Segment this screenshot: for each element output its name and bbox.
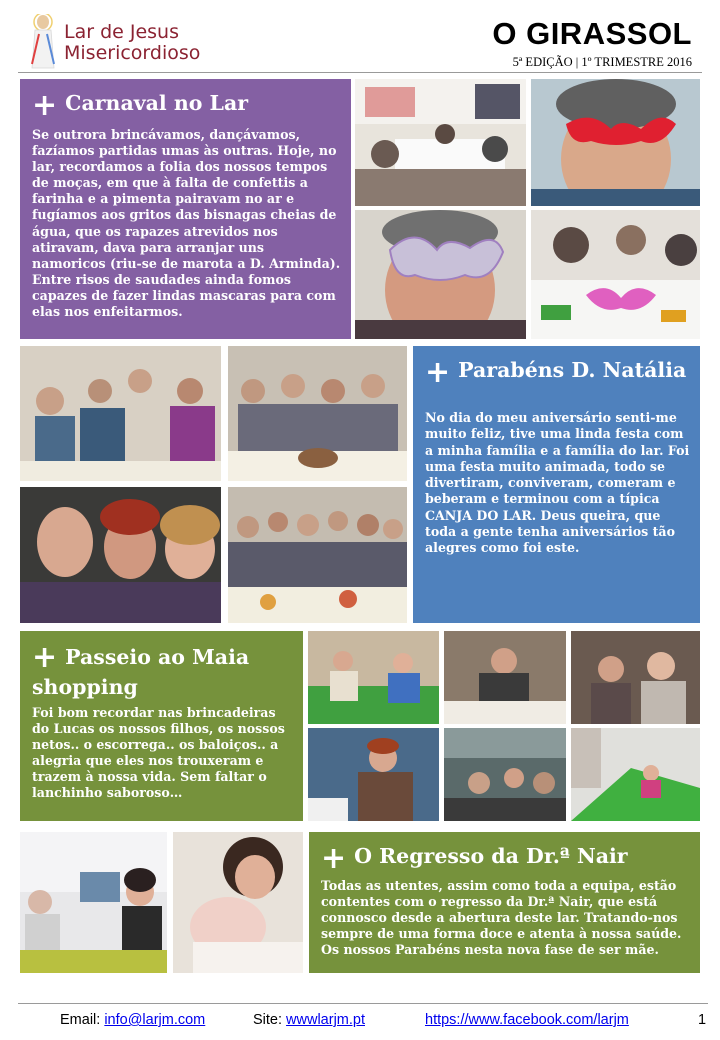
- maia-heading: Passeio ao Maia shopping: [32, 645, 250, 699]
- photo-woman-mask-red: [531, 79, 700, 206]
- plus-icon: +: [425, 355, 451, 390]
- site-link[interactable]: wwwlarjm.pt: [286, 1012, 365, 1028]
- natalia-heading: Parabéns D. Natália: [458, 358, 687, 382]
- org-name-line2: Misericordioso: [64, 42, 201, 64]
- natalia-body: No dia do meu aniversário senti-me muito feliz, tive uma linda festa com a minha família e a família do lar. Foi uma festa muito animada, todo se divertiram, conviveram, comeram e beberam e terminou com a típica CANJA DO LAR. Deus queira, que toda a gente tenha aniversários tão alegres como foi este.: [425, 410, 690, 556]
- footer-facebook: [425, 1012, 629, 1028]
- photo-birthday-party: [228, 487, 407, 623]
- edition-line: 5ª EDIÇÃO | 1º TRIMESTRE 2016: [512, 55, 692, 69]
- footer-divider: [18, 1003, 708, 1004]
- nair-heading: O Regresso da Dr.ª Nair: [354, 844, 628, 868]
- photo-birthday-group-2: [228, 346, 407, 481]
- footer-email: [60, 1012, 205, 1028]
- photo-woman-mask-silver: [355, 210, 526, 339]
- carnaval-box: [20, 79, 351, 339]
- org-name: [64, 22, 200, 64]
- nair-box: [309, 832, 700, 973]
- footer-site: [253, 1012, 365, 1028]
- email-link[interactable]: info@larjm.com: [104, 1012, 206, 1028]
- facebook-link[interactable]: https://www.facebook.com/larjm: [425, 1012, 629, 1028]
- carnaval-body: Se outrora brincávamos, dançávamos, fazíamos partidas umas às outras. Hoje, no lar, recordamos a folia dos nossos tempos de moças, em que à falta de confettis a farinha e a pimenta pairavam no ar e fugíamos aos gritos das bisnagas cheias de água, que os rapazes atrevidos nos atiravam, dava para arranjar uns namoricos (riu-se de marota a D. Arminda). Entre risos de saudades ainda fomos capazes de fazer lindas mascaras para com elas nos enfeitarmos.: [32, 127, 341, 320]
- newsletter-title: O GIRASSOL: [492, 16, 692, 51]
- photo-mall-slide: [571, 728, 700, 821]
- photo-craft-room: [355, 79, 526, 206]
- page-number: 1: [698, 1012, 707, 1028]
- photo-mother-baby: [173, 832, 303, 973]
- org-name-line1: Lar de Jesus: [64, 21, 180, 43]
- photo-mall-two-women: [571, 631, 700, 724]
- natalia-box: [413, 346, 700, 623]
- logo-figure: [28, 14, 58, 70]
- photo-mall-group: [444, 728, 566, 821]
- plus-icon: +: [32, 88, 58, 123]
- photo-mall-snack: [308, 728, 439, 821]
- plus-icon: +: [32, 640, 58, 675]
- header-divider: [18, 72, 702, 73]
- carnaval-heading: Carnaval no Lar: [65, 91, 249, 115]
- photo-doctor-office: [20, 832, 167, 973]
- nair-body: Todas as utentes, assim como toda a equipa, estão contentes com o regresso da Dr.ª Nair, que está connosco desde a abertura deste lar. Tratando-nos sempre de uma forma doce e atenta à nossa saúde. Os nossos Parabéns nesta nova fase de ser mãe.: [321, 878, 682, 958]
- photo-three-people: [20, 487, 221, 623]
- photo-birthday-group-1: [20, 346, 221, 481]
- photo-mall-table: [444, 631, 566, 724]
- photo-painting-masks: [531, 210, 700, 339]
- email-label: Email:: [60, 1012, 101, 1028]
- site-label: Site:: [253, 1012, 283, 1028]
- maia-box: [20, 631, 303, 821]
- plus-icon: +: [321, 841, 347, 876]
- photo-mall-bench-1: [308, 631, 439, 724]
- maia-body: Foi bom recordar nas brincadeiras do Lucas os nossos filhos, os nossos netos.. o escorrega.. os baloiços.. a alegria que eles nos trouxeram e trazem à nossa vida. Sem faltar o lanchinho saboroso…: [32, 705, 285, 801]
